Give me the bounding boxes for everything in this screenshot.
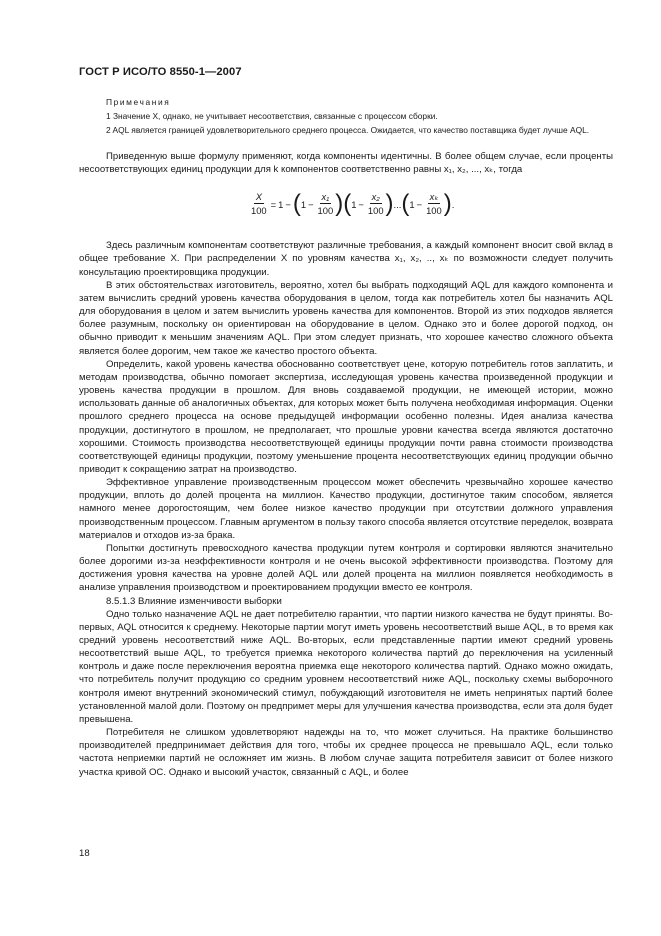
formula-fraction-x1: $\frac{\text{x₁}}{100}$ — [317, 191, 334, 217]
paragraph-quality-level: Определить, какой уровень качества обоснованно соответствует цене, которую потребитель готов заплатить, и методам производства, обычно помогает экспертиза, исследующая уровень качества произведенной продукции и уровень качества продукции в прошлом. Для вновь создаваемой продукции, не имеющей истории, можно использовать данные об аналогичных объектах, для которых может быть получена необходимая информация. Оценки прошлого среднего процесса на основе предыдущей информации особенно полезны. Идея анализа качества продукции, достигнутого в прошлом, не предполагает, что прошлые уровни качества всегда являются достаточно хорошими. Стоимость производства несоответствующей единицы продукции почти равна стоимости производства соответствующей единицы продукции, поэтому уменьшение процента несоответствующих единиц продукции обычно приводит к сокращению затрат на производство. — [79, 358, 613, 475]
paragraph-components: Здесь различным компонентам соответствуют различные требования, а каждый компонент вносит свой вклад в общее требование X. При распределении X по уровням качества x₁, x₂, .., xₖ по возможности следует получить консультацию проектировщика продукции. — [79, 240, 613, 278]
formula: $\frac{X}{100}$ = 1 − ( 1 − $\frac{\text{x₁}}{100}$ )( 1 − $\frac{\text{x₂}}{100}$ ) ... ( 1 − $\frac{\text{xₖ}}{100}$ ) . — [251, 190, 455, 218]
paragraph-inspection: Попытки достигнуть превосходного качества продукции путем контроля и сортировки являются значительно более дорогими из-за неэффективности контроля и не очень высокой эффективности производства. Поэтому для достижения уровня качества на уровне долей AQL или долей процента на миллион появляется необходимость в анализе управления производством и проектированием продукции вместо ее контроля. — [79, 542, 613, 594]
formula-lhs-fraction: $\frac{X}{100}$ — [251, 191, 267, 217]
note-item-2: 2 AQL является границей удовлетворительного среднего процесса. Ожидается, что качество поставщика будет лучше AQL. — [106, 125, 590, 135]
page-number: 18 — [79, 848, 90, 859]
formula-fraction-xk: $\frac{\text{xₖ}}{100}$ — [426, 191, 442, 217]
paragraph-process-control: Эффективное управление производственным процессом может обеспечить чрезвычайно хорошее качество продукции, вплоть до долей процента на миллион. Качество продукции, достигнутое таким способом, является намного менее дорогостоящим, чем более низкое качество продукции при отсутствии должного управления производственным процессом. Главным аргументом в пользу такого способа является отсутствие переделок, возврата материалов и отходов из-за брака. — [79, 477, 613, 541]
notes-title: Примечания — [106, 97, 171, 107]
formula-fraction-x2: $\frac{\text{x₂}}{100}$ — [367, 191, 384, 217]
paragraph-formula-intro: Приведенную выше формулу применяют, когда компоненты идентичны. В более общем случае, если проценты несоответствующих единиц продукции для k компонентов соответственно равны x₁, x₂, ..., xₖ, тогда — [79, 151, 613, 176]
subsection-heading: 8.5.1.3 Влияние изменчивости выборки — [106, 595, 282, 607]
document-header: ГОСТ Р ИСО/ТО 8550-1—2007 — [79, 66, 242, 78]
note-item-1: 1 Значение X, однако, не учитывает несоответствия, связанные с процессом сборки. — [106, 111, 438, 121]
main-text — [79, 150, 613, 779]
paragraph-manufacturer: В этих обстоятельствах изготовитель, вероятно, хотел бы выбрать подходящий AQL для каждого компонента и затем вычислить средний уровень качества оборудования в целом, тогда как потребитель хотел бы назначить AQL для оборудования в целом и затем вычислить уровень качества для компонентов. Второй из этих подходов является более разумным, поскольку он ориентирован на оборудование в целом. Однако это и более дорогой подход, он обычно приводит к меньшим значениям AQL. При этом следует признать, что хорошее качество сложного объекта является более дорогим, чем такое же качество простого объекта. — [79, 279, 613, 357]
paragraph-aql-guarantee: Одно только назначение AQL не дает потребителю гарантии, что партии низкого качества не будут приняты. Во-первых, AQL относится к среднему. Некоторые партии могут иметь уровень несоответствий выше AQL, в то время как средний уровень несоответствий ниже AQL. Во-вторых, если представленные партии имеют средний уровень несоответствий выше AQL, то требуется приемка некоторого количества партий до переключения на усиленный контроль и даже после переключения вероятна приемка еще некоторого количества партий. Однако можно ожидать, что потребитель получит продукцию со средним уровнем несоответствий ниже AQL, поскольку схемы выборочного контроля имеют внутренний экономический стимул, побуждающий изготовителя не иметь непринятых партий более установленной малой доли. Поэтому он предпримет меры для улучшения качества производства, если эта доля будет превышена. — [79, 608, 613, 725]
notes-block — [79, 95, 613, 137]
paragraph-consumer: Потребителя не слишком удовлетворяют надежды на то, что может случиться. На практике большинство производителей предпринимает действия для того, чтобы их среднее процесса не превышало AQL, если только частота неприемки партий не осложняет им жизнь. В любом случае защита потребителя зависит от более низкого участка кривой ОС. Однако и высокий участок, связанный с AQL, и более — [79, 727, 613, 778]
